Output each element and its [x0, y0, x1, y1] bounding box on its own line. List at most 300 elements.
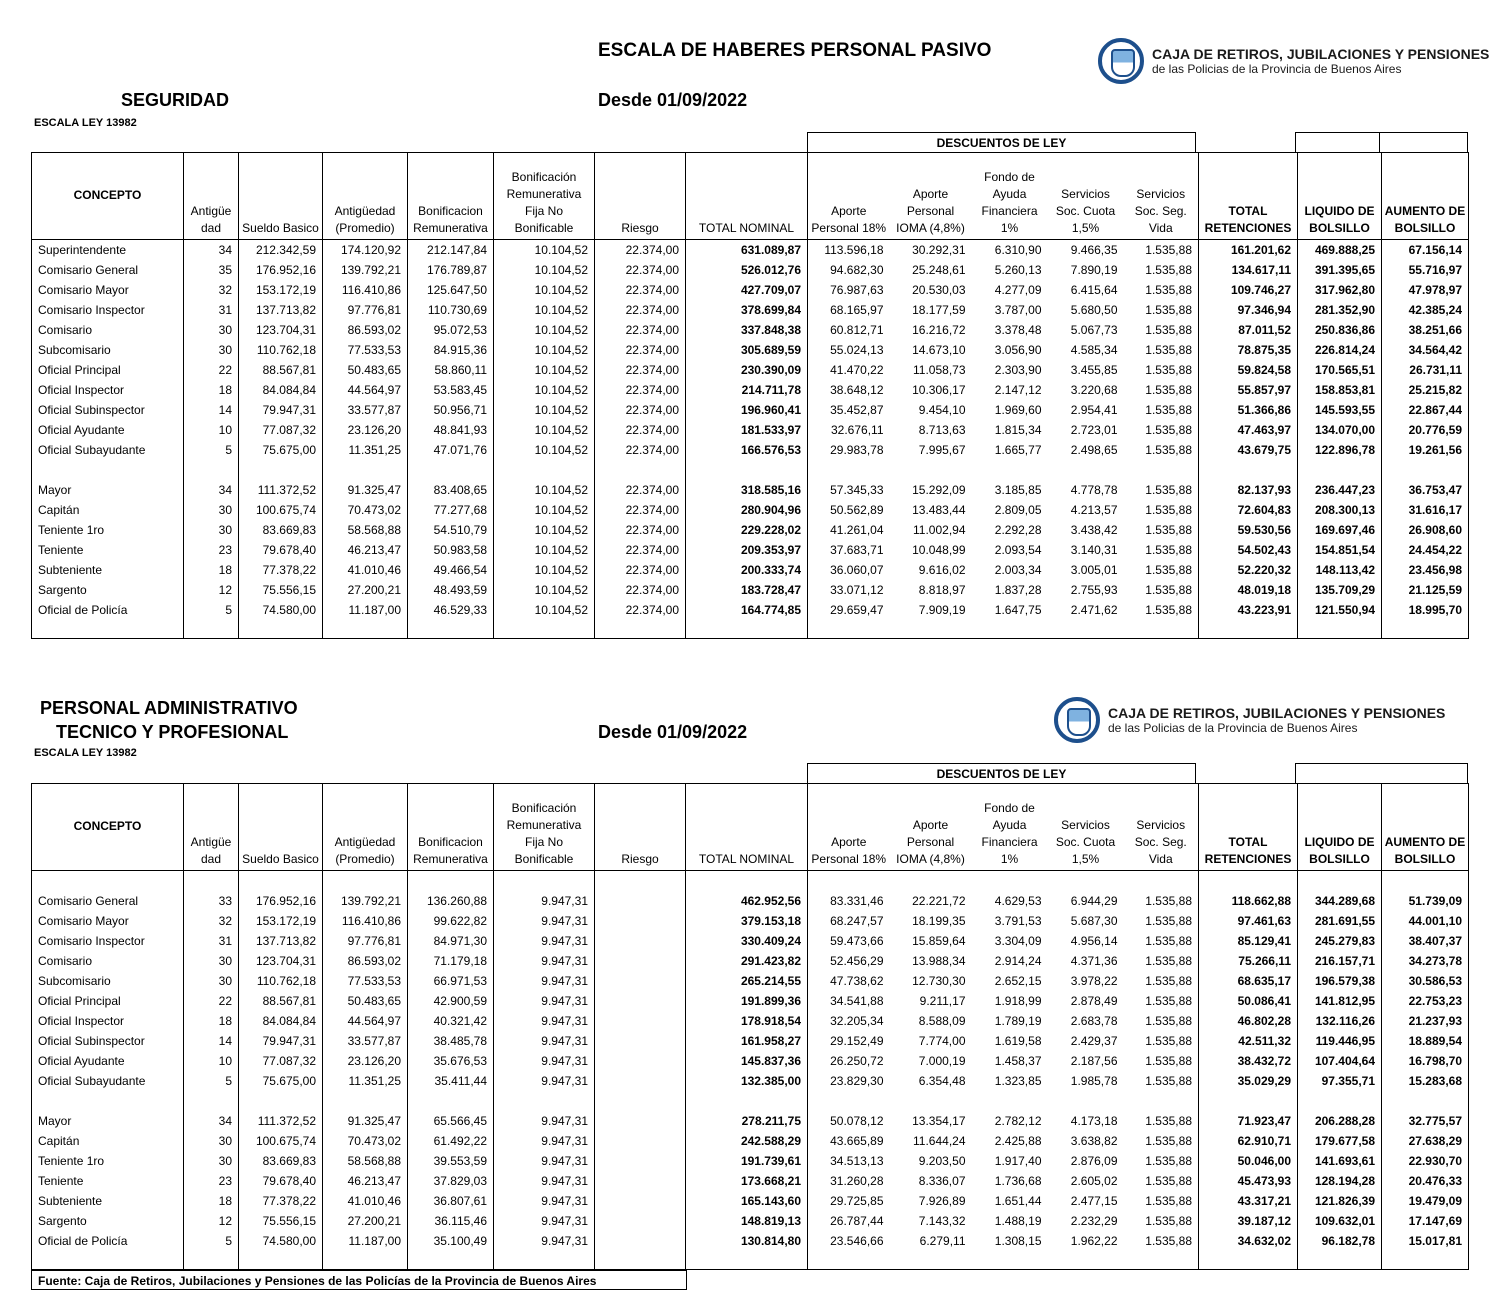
cell-antig-prom: 11.351,25 — [323, 440, 408, 460]
cell-bonif-rem: 40.321,42 — [408, 1011, 494, 1031]
cell-total-ret: 109.746,27 — [1199, 280, 1298, 300]
cell-antiguedad: 5 — [184, 1231, 239, 1251]
cell-liquido: 250.836,86 — [1298, 320, 1382, 340]
cell-serv-vida: 1.535,88 — [1145, 934, 1192, 948]
cell-sueldo: 88.567,81 — [239, 360, 323, 380]
cell-concepto: Comisario General — [38, 263, 139, 277]
cell-concepto: Oficial Subayudante — [38, 1074, 146, 1088]
cell-liquido: 121.550,94 — [1298, 600, 1382, 620]
cell-antiguedad: 23 — [184, 540, 239, 560]
cell-aumento: 22.867,44 — [1382, 400, 1469, 420]
cell-bonif-rem: 84.971,30 — [408, 931, 494, 951]
cell-sueldo: 77.087,32 — [239, 420, 323, 440]
cell-serv-cuota: 3.005,01 — [1070, 563, 1118, 577]
cell-fondo: 3.056,90 — [994, 343, 1042, 357]
cell-bonif-rem: 212.147,84 — [408, 240, 494, 261]
cell-liquido: 135.709,29 — [1298, 580, 1382, 600]
cell-aporte18: 29.983,78 — [808, 440, 890, 460]
cell-serv-cuota: 4.778,78 — [1070, 483, 1118, 497]
cell-serv-vida: 1.535,88 — [1145, 1074, 1192, 1088]
table-row — [32, 600, 1469, 620]
cell-antig-prom: 77.533,53 — [323, 971, 408, 991]
section-title-seguridad: SEGURIDAD — [121, 90, 230, 110]
cell-aporte18: 68.165,97 — [808, 300, 890, 320]
cell-antig-prom: 174.120,92 — [323, 240, 408, 261]
table-row — [32, 1131, 1469, 1151]
main-title: ESCALA DE HABERES PERSONAL PASIVO — [598, 40, 992, 61]
cell-total-ret: 118.662,88 — [1199, 891, 1298, 911]
cell-bonif-fija: 9.947,31 — [494, 891, 595, 911]
cell-antiguedad: 18 — [184, 1011, 239, 1031]
cell-ioma: 7.000,19 — [918, 1054, 966, 1068]
cell-bonif-rem: 39.553,59 — [408, 1151, 494, 1171]
cell-concepto: Comisario Mayor — [38, 914, 129, 928]
cell-aumento: 25.215,82 — [1382, 380, 1469, 400]
cell-ioma: 7.143,32 — [918, 1214, 966, 1228]
cell-serv-vida: 1.535,88 — [1145, 1174, 1192, 1188]
cell-riesgo: 22.374,00 — [595, 320, 686, 340]
cell-liquido: 122.896,78 — [1298, 440, 1382, 460]
cell-total-nominal: 280.904,96 — [686, 500, 808, 520]
cell-ioma: 14.673,10 — [912, 343, 966, 357]
cell-bonif-fija: 9.947,31 — [494, 1131, 595, 1151]
cell-concepto: Teniente — [38, 543, 84, 557]
cell-ioma: 18.177,59 — [912, 303, 966, 317]
cell-aporte18: 83.331,46 — [808, 891, 890, 911]
table-row — [32, 1011, 1469, 1031]
cell-total-ret: 97.346,94 — [1199, 300, 1298, 320]
col-header-bonif-fija: Bonificación Remunerativa Fija No Bonificable — [494, 784, 595, 871]
col-header-ioma: Aporte Personal IOMA (4,8%) — [890, 153, 972, 240]
cell-riesgo — [595, 1111, 686, 1131]
cell-total-nominal: 130.814,80 — [686, 1231, 808, 1251]
cell-bonif-fija: 9.947,31 — [494, 1171, 595, 1191]
cell-fondo: 2.003,34 — [994, 563, 1042, 577]
table-row — [32, 480, 1469, 500]
cell-serv-vida: 1.535,88 — [1145, 1234, 1192, 1248]
cell-serv-cuota: 4.173,18 — [1070, 1114, 1118, 1128]
cell-bonif-fija: 9.947,31 — [494, 991, 595, 1011]
cell-serv-cuota: 3.978,22 — [1070, 974, 1118, 988]
cell-bonif-rem: 35.411,44 — [408, 1071, 494, 1091]
cell-bonif-rem: 136.260,88 — [408, 891, 494, 911]
cell-aporte18: 113.596,18 — [808, 240, 890, 261]
cell-antig-prom: 116.410,86 — [323, 280, 408, 300]
cell-aporte18: 68.247,57 — [808, 911, 890, 931]
cell-riesgo — [595, 1051, 686, 1071]
cell-concepto: Oficial de Policía — [38, 603, 128, 617]
cell-ioma: 13.483,44 — [912, 503, 966, 517]
cell-bonif-fija: 10.104,52 — [494, 500, 595, 520]
cell-total-ret: 43.679,75 — [1199, 440, 1298, 460]
cell-total-nominal: 165.143,60 — [686, 1191, 808, 1211]
cell-liquido: 141.812,95 — [1298, 991, 1382, 1011]
col-header-antig-prom: Antigüedad (Promedio) — [323, 153, 408, 240]
cell-serv-cuota: 2.187,56 — [1070, 1054, 1118, 1068]
cell-total-nominal: 230.390,09 — [686, 360, 808, 380]
table-row — [32, 1191, 1469, 1211]
cell-total-nominal: 132.385,00 — [686, 1071, 808, 1091]
cell-aporte18: 29.659,47 — [808, 600, 890, 620]
cell-bonif-rem: 71.179,18 — [408, 951, 494, 971]
cell-sueldo: 176.952,16 — [239, 260, 323, 280]
cell-concepto: Sargento — [38, 1214, 87, 1228]
cell-fondo: 4.629,53 — [994, 894, 1042, 908]
cell-aumento: 19.479,09 — [1382, 1191, 1469, 1211]
cell-antiguedad: 30 — [184, 340, 239, 360]
cell-bonif-rem: 36.115,46 — [408, 1211, 494, 1231]
cell-riesgo — [595, 951, 686, 971]
cell-aporte18: 32.676,11 — [808, 420, 890, 440]
cell-antig-prom: 41.010,46 — [323, 560, 408, 580]
cell-total-nominal: 242.588,29 — [686, 1131, 808, 1151]
cell-bonif-fija: 10.104,52 — [494, 540, 595, 560]
cell-antig-prom: 86.593,02 — [323, 951, 408, 971]
cell-ioma: 15.859,64 — [912, 934, 966, 948]
cell-antiguedad: 14 — [184, 1031, 239, 1051]
cell-concepto: Mayor — [38, 483, 72, 497]
cell-bonif-rem: 48.841,93 — [408, 420, 494, 440]
cell-antiguedad: 22 — [184, 360, 239, 380]
cell-riesgo — [595, 971, 686, 991]
cell-fondo: 3.304,09 — [994, 934, 1042, 948]
cell-bonif-rem: 84.915,36 — [408, 340, 494, 360]
cell-antig-prom: 91.325,47 — [323, 480, 408, 500]
cell-aporte18: 59.473,66 — [808, 931, 890, 951]
cell-sueldo: 75.675,00 — [239, 440, 323, 460]
cell-bonif-rem: 38.485,78 — [408, 1031, 494, 1051]
cell-serv-cuota: 2.954,41 — [1070, 403, 1118, 417]
cell-total-ret: 38.432,72 — [1199, 1051, 1298, 1071]
logo-line1: CAJA DE RETIROS, JUBILACIONES Y PENSIONES — [1108, 705, 1446, 721]
cell-concepto: Capitán — [38, 503, 80, 517]
cell-concepto: Comisario Inspector — [38, 934, 145, 948]
cell-bonif-fija: 10.104,52 — [494, 480, 595, 500]
cell-antig-prom: 44.564,97 — [323, 1011, 408, 1031]
cell-ioma: 11.058,73 — [913, 363, 966, 377]
cell-total-ret: 42.511,32 — [1199, 1031, 1298, 1051]
cell-bonif-rem: 99.622,82 — [408, 911, 494, 931]
cell-fondo: 3.787,00 — [994, 303, 1042, 317]
cell-liquido: 107.404,64 — [1298, 1051, 1382, 1071]
table-row — [32, 400, 1469, 420]
cell-antiguedad: 32 — [184, 911, 239, 931]
col-header-bonif-rem: Bonificacion Remunerativa — [408, 784, 494, 871]
cell-ioma: 6.279,11 — [919, 1234, 966, 1248]
cell-serv-vida: 1.535,88 — [1145, 503, 1192, 517]
cell-sueldo: 100.675,74 — [239, 1131, 323, 1151]
cell-liquido: 236.447,23 — [1298, 480, 1382, 500]
cell-antig-prom: 70.473,02 — [323, 1131, 408, 1151]
cell-aumento: 17.147,69 — [1382, 1211, 1469, 1231]
cell-fondo: 1.918,99 — [994, 994, 1042, 1008]
cell-ioma: 6.354,48 — [918, 1074, 966, 1088]
cell-bonif-fija: 9.947,31 — [494, 1211, 595, 1231]
cell-fondo: 1.837,28 — [994, 583, 1042, 597]
col-header-aporte18: Aporte Personal 18% — [808, 153, 890, 240]
cell-total-ret: 161.201,62 — [1199, 240, 1298, 261]
cell-aumento: 21.237,93 — [1382, 1011, 1469, 1031]
cell-bonif-fija: 9.947,31 — [494, 931, 595, 951]
cell-aumento: 42.385,24 — [1382, 300, 1469, 320]
cell-aumento: 18.889,54 — [1382, 1031, 1469, 1051]
cell-aumento: 15.283,68 — [1382, 1071, 1469, 1091]
cell-bonif-rem: 53.583,45 — [408, 380, 494, 400]
cell-serv-vida: 1.535,88 — [1145, 1134, 1192, 1148]
cell-riesgo: 22.374,00 — [595, 540, 686, 560]
table-row — [32, 931, 1469, 951]
cell-riesgo — [595, 1211, 686, 1231]
cell-fondo: 2.425,88 — [994, 1134, 1042, 1148]
cell-bonif-fija: 9.947,31 — [494, 951, 595, 971]
cell-aumento: 20.476,33 — [1382, 1171, 1469, 1191]
cell-aumento: 34.273,78 — [1382, 951, 1469, 971]
cell-serv-vida: 1.535,88 — [1145, 403, 1192, 417]
cell-serv-vida: 1.535,88 — [1145, 974, 1192, 988]
cell-antig-prom: 46.213,47 — [323, 1171, 408, 1191]
cell-ioma: 8.818,97 — [918, 583, 966, 597]
cell-bonif-fija: 9.947,31 — [494, 1191, 595, 1211]
cell-riesgo: 22.374,00 — [595, 300, 686, 320]
cell-riesgo — [595, 1191, 686, 1211]
cell-fondo: 2.292,28 — [994, 523, 1042, 537]
cell-aumento: 22.930,70 — [1382, 1151, 1469, 1171]
cell-total-ret: 52.220,32 — [1199, 560, 1298, 580]
cell-riesgo — [595, 931, 686, 951]
cell-liquido: 169.697,46 — [1298, 520, 1382, 540]
cell-aumento: 24.454,22 — [1382, 540, 1469, 560]
cell-aporte18: 33.071,12 — [808, 580, 890, 600]
cell-aumento: 36.753,47 — [1382, 480, 1469, 500]
cell-bonif-rem: 50.983,58 — [408, 540, 494, 560]
cell-total-ret: 50.086,41 — [1199, 991, 1298, 1011]
col-header-aporte18: Aporte Personal 18% — [808, 784, 890, 871]
cell-aporte18: 55.024,13 — [808, 340, 890, 360]
cell-aumento: 26.731,11 — [1382, 360, 1469, 380]
cell-concepto: Subcomisario — [38, 974, 111, 988]
cell-ioma: 30.292,31 — [912, 243, 966, 257]
cell-sueldo: 74.580,00 — [239, 600, 323, 620]
cell-ioma: 13.354,17 — [912, 1114, 966, 1128]
cell-antiguedad: 30 — [184, 951, 239, 971]
cell-aumento: 21.125,59 — [1382, 580, 1469, 600]
cell-ioma: 8.336,07 — [918, 1174, 966, 1188]
cell-bonif-rem: 54.510,79 — [408, 520, 494, 540]
logo-line1: CAJA DE RETIROS, JUBILACIONES Y PENSIONES — [1152, 46, 1490, 62]
cell-serv-cuota: 2.498,65 — [1070, 443, 1118, 457]
cell-antig-prom: 11.351,25 — [323, 1071, 408, 1091]
table-row — [32, 1111, 1469, 1131]
cell-riesgo — [595, 1071, 686, 1091]
table-row — [32, 340, 1469, 360]
cell-fondo: 2.914,24 — [994, 954, 1042, 968]
col-header-total-nominal: TOTAL NOMINAL — [686, 153, 808, 240]
cell-serv-vida: 1.535,88 — [1145, 1214, 1192, 1228]
cell-ioma: 7.995,67 — [918, 443, 966, 457]
cell-serv-vida: 1.535,88 — [1145, 443, 1192, 457]
col-header-bonif-rem: Bonificacion Remunerativa — [408, 153, 494, 240]
cell-fondo: 1.665,77 — [994, 443, 1042, 457]
table-row — [32, 240, 1469, 261]
cell-antiguedad: 30 — [184, 320, 239, 340]
header-box — [1379, 132, 1468, 153]
cell-sueldo: 77.087,32 — [239, 1051, 323, 1071]
cell-ioma: 7.926,89 — [918, 1194, 966, 1208]
cell-sueldo: 88.567,81 — [239, 991, 323, 1011]
cell-total-nominal: 214.711,78 — [686, 380, 808, 400]
cell-concepto: Sargento — [38, 583, 87, 597]
cell-antiguedad: 30 — [184, 520, 239, 540]
cell-aumento: 38.251,66 — [1382, 320, 1469, 340]
cell-serv-cuota: 5.687,30 — [1070, 914, 1118, 928]
table-row — [32, 360, 1469, 380]
cell-concepto: Comisario Mayor — [38, 283, 129, 297]
cell-liquido: 208.300,13 — [1298, 500, 1382, 520]
logo-block — [1098, 38, 1489, 84]
cell-liquido: 96.182,78 — [1298, 1231, 1382, 1251]
cell-concepto: Oficial Principal — [38, 994, 121, 1008]
cell-total-nominal: 278.211,75 — [686, 1111, 808, 1131]
cell-serv-vida: 1.535,88 — [1145, 1114, 1192, 1128]
cell-bonif-fija: 9.947,31 — [494, 911, 595, 931]
cell-total-nominal: 305.689,59 — [686, 340, 808, 360]
cell-antiguedad: 31 — [184, 300, 239, 320]
cell-riesgo — [595, 991, 686, 1011]
cell-bonif-fija: 9.947,31 — [494, 1231, 595, 1251]
cell-serv-vida: 1.535,88 — [1145, 323, 1192, 337]
cell-concepto: Oficial Subinspector — [38, 1034, 145, 1048]
cell-ioma: 15.292,09 — [912, 483, 966, 497]
cell-concepto: Comisario — [38, 323, 93, 337]
cell-antiguedad: 12 — [184, 1211, 239, 1231]
cell-total-nominal: 291.423,82 — [686, 951, 808, 971]
cell-aumento: 31.616,17 — [1382, 500, 1469, 520]
cell-total-ret: 78.875,35 — [1199, 340, 1298, 360]
table-row — [32, 911, 1469, 931]
cell-bonif-rem: 36.807,61 — [408, 1191, 494, 1211]
cell-aporte18: 76.987,63 — [808, 280, 890, 300]
cell-serv-cuota: 2.876,09 — [1070, 1154, 1118, 1168]
col-header-bonif-fija: Bonificación Remunerativa Fija No Bonificable — [494, 153, 595, 240]
cell-antig-prom: 11.187,00 — [323, 1231, 408, 1251]
cell-serv-vida: 1.535,88 — [1145, 563, 1192, 577]
cell-serv-cuota: 2.878,49 — [1070, 994, 1118, 1008]
table-row — [32, 580, 1469, 600]
cell-bonif-rem: 46.529,33 — [408, 600, 494, 620]
cell-riesgo — [595, 1031, 686, 1051]
cell-aporte18: 23.829,30 — [808, 1071, 890, 1091]
cell-antig-prom: 70.473,02 — [323, 500, 408, 520]
cell-ioma: 22.221,72 — [912, 894, 966, 908]
cell-antig-prom: 58.568,88 — [323, 1151, 408, 1171]
table-row — [32, 1171, 1469, 1191]
cell-total-ret: 35.029,29 — [1199, 1071, 1298, 1091]
cell-bonif-fija: 10.104,52 — [494, 300, 595, 320]
cell-bonif-fija: 10.104,52 — [494, 420, 595, 440]
table-row — [32, 1031, 1469, 1051]
cell-concepto: Oficial Principal — [38, 363, 121, 377]
cell-serv-cuota: 9.466,35 — [1070, 243, 1118, 257]
cell-liquido: 134.070,00 — [1298, 420, 1382, 440]
cell-sueldo: 79.947,31 — [239, 400, 323, 420]
cell-serv-cuota: 3.220,68 — [1070, 383, 1118, 397]
cell-aumento: 34.564,42 — [1382, 340, 1469, 360]
cell-serv-vida: 1.535,88 — [1145, 894, 1192, 908]
cell-antig-prom: 86.593,02 — [323, 320, 408, 340]
cell-serv-cuota: 4.371,36 — [1070, 954, 1118, 968]
table-row — [32, 1231, 1469, 1251]
cell-riesgo — [595, 911, 686, 931]
cell-aporte18: 29.152,49 — [808, 1031, 890, 1051]
cell-total-ret: 50.046,00 — [1199, 1151, 1298, 1171]
cell-antiguedad: 30 — [184, 500, 239, 520]
table-row — [32, 991, 1469, 1011]
cell-concepto: Teniente 1ro — [38, 1154, 105, 1168]
cell-aporte18: 35.452,87 — [808, 400, 890, 420]
cell-liquido: 281.691,55 — [1298, 911, 1382, 931]
cell-aumento: 26.908,60 — [1382, 520, 1469, 540]
table-row — [32, 971, 1469, 991]
col-header-antig-prom: Antigüedad (Promedio) — [323, 784, 408, 871]
cell-concepto: Teniente 1ro — [38, 523, 105, 537]
cell-bonif-rem: 37.829,03 — [408, 1171, 494, 1191]
col-header-liquido: LIQUIDO DE BOLSILLO — [1298, 153, 1382, 240]
cell-antiguedad: 34 — [184, 240, 239, 261]
cell-bonif-fija: 10.104,52 — [494, 560, 595, 580]
cell-total-ret: 71.923,47 — [1199, 1111, 1298, 1131]
cell-serv-vida: 1.535,88 — [1145, 383, 1192, 397]
cell-antiguedad: 5 — [184, 600, 239, 620]
cell-sueldo: 84.084,84 — [239, 1011, 323, 1031]
cell-aporte18: 34.513,13 — [808, 1151, 890, 1171]
cell-liquido: 132.116,26 — [1298, 1011, 1382, 1031]
cell-serv-vida: 1.535,88 — [1145, 994, 1192, 1008]
cell-total-ret: 72.604,83 — [1199, 500, 1298, 520]
logo-line2: de las Policias de la Provincia de Buenos Aires — [1108, 721, 1358, 735]
col-header-serv-cuota: Servicios Soc. Cuota 1,5% — [1048, 784, 1124, 871]
cell-serv-cuota: 4.956,14 — [1070, 934, 1118, 948]
cell-fondo: 1.651,44 — [994, 1194, 1042, 1208]
cell-sueldo: 137.713,82 — [239, 300, 323, 320]
cell-sueldo: 176.952,16 — [239, 891, 323, 911]
cell-total-ret: 68.635,17 — [1199, 971, 1298, 991]
cell-bonif-rem: 83.408,65 — [408, 480, 494, 500]
cell-liquido: 170.565,51 — [1298, 360, 1382, 380]
table-row — [32, 420, 1469, 440]
cell-aporte18: 57.345,33 — [808, 480, 890, 500]
table-row — [32, 320, 1469, 340]
cell-aporte18: 50.078,12 — [808, 1111, 890, 1131]
cell-total-ret: 43.223,91 — [1199, 600, 1298, 620]
cell-aporte18: 36.060,07 — [808, 560, 890, 580]
cell-bonif-rem: 61.492,22 — [408, 1131, 494, 1151]
cell-total-ret: 59.530,56 — [1199, 520, 1298, 540]
cell-liquido: 109.632,01 — [1298, 1211, 1382, 1231]
cell-total-nominal: 631.089,87 — [686, 240, 808, 261]
cell-riesgo: 22.374,00 — [595, 240, 686, 261]
cell-bonif-fija: 10.104,52 — [494, 260, 595, 280]
cell-aporte18: 29.725,85 — [808, 1191, 890, 1211]
cell-sueldo: 74.580,00 — [239, 1231, 323, 1251]
cell-antig-prom: 77.533,53 — [323, 340, 408, 360]
cell-concepto: Comisario — [38, 954, 93, 968]
cell-riesgo — [595, 1011, 686, 1031]
cell-fondo: 1.917,40 — [994, 1154, 1042, 1168]
cell-aporte18: 26.250,72 — [808, 1051, 890, 1071]
cell-riesgo: 22.374,00 — [595, 440, 686, 460]
cell-antig-prom: 50.483,65 — [323, 360, 408, 380]
cell-serv-cuota: 2.723,01 — [1070, 423, 1118, 437]
